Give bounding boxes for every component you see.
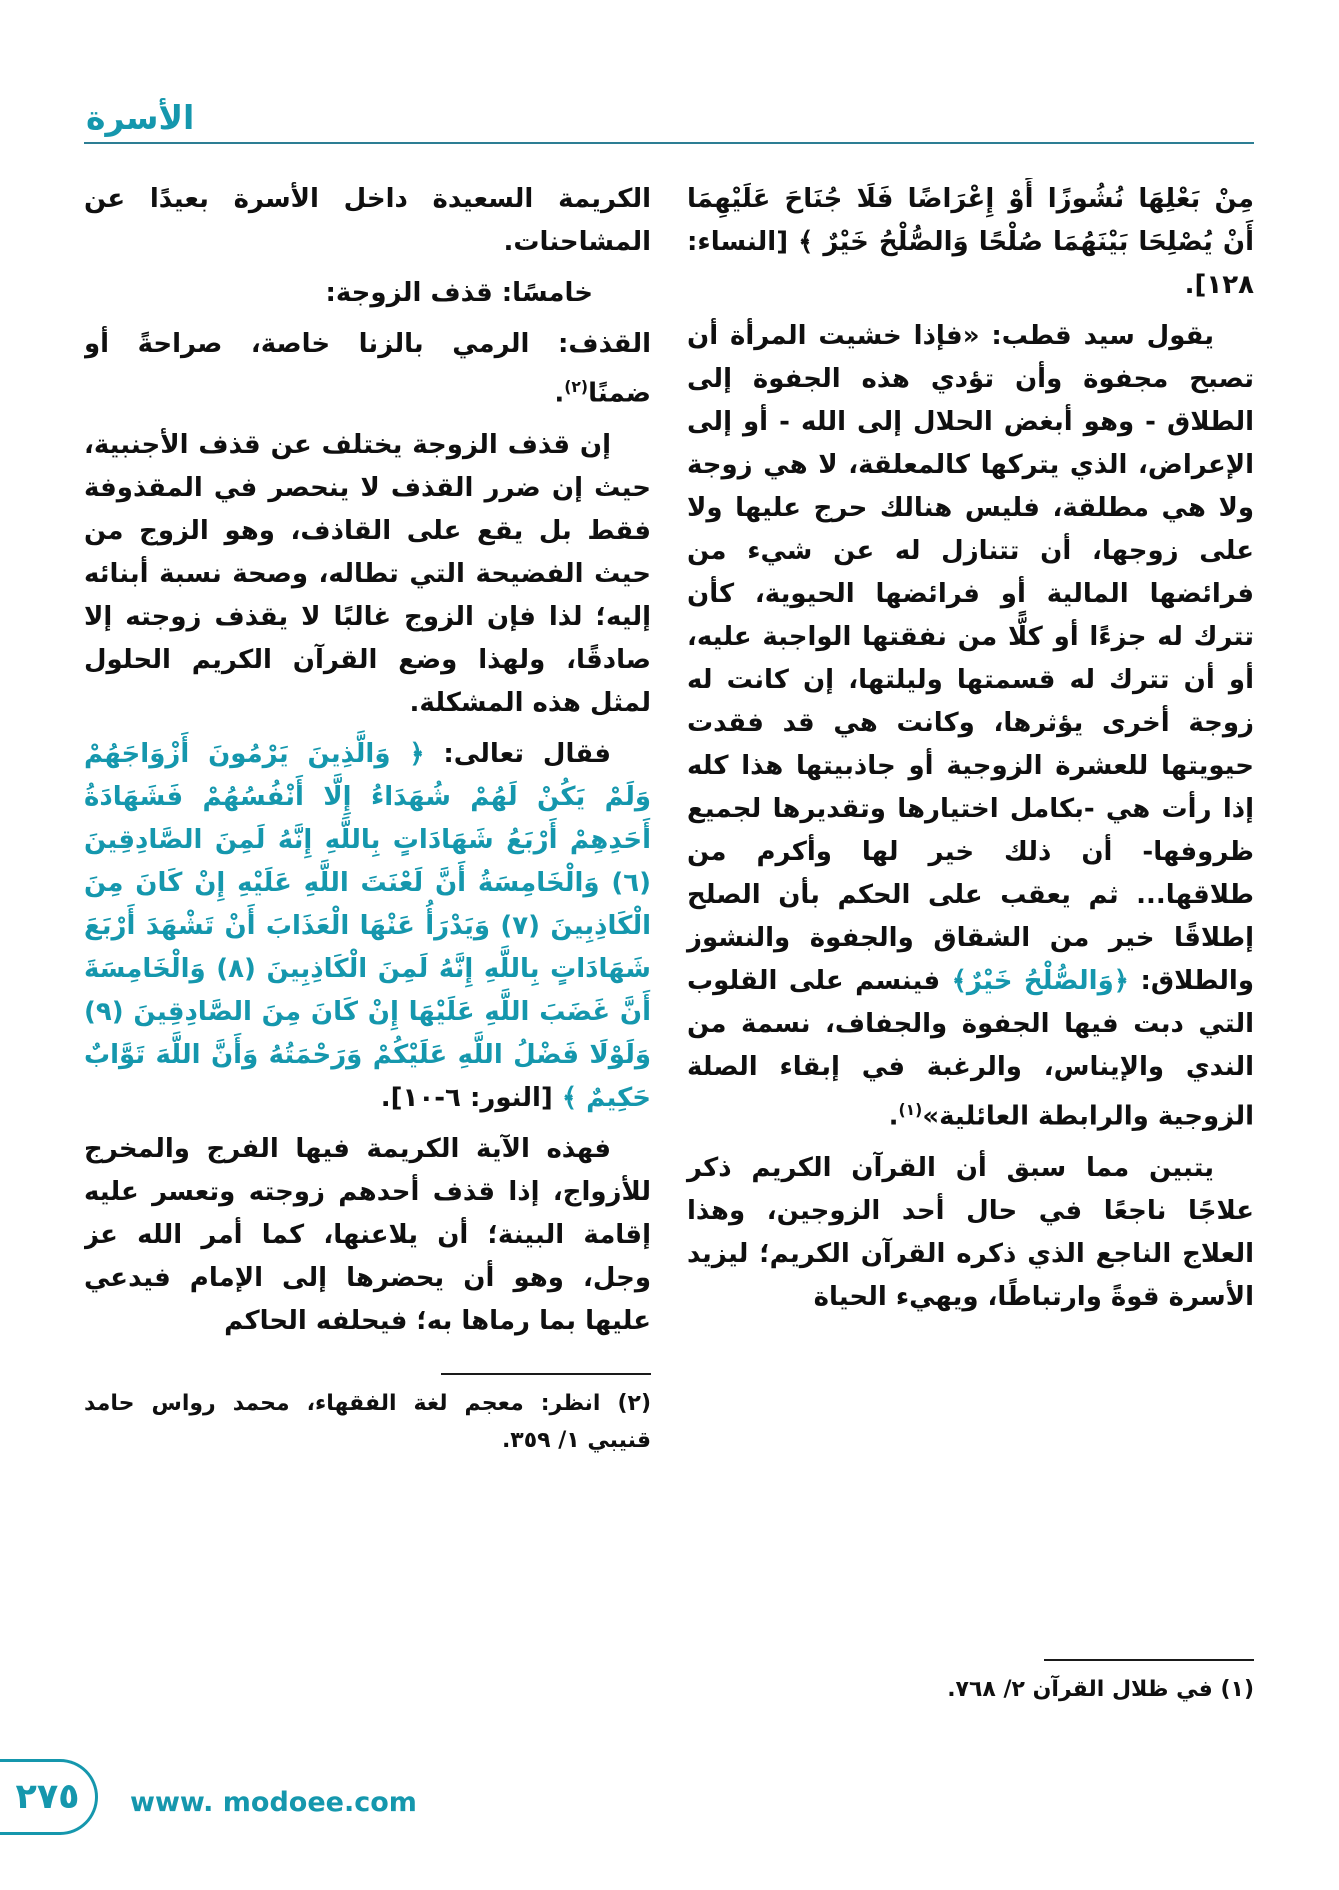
quran-verse-nisa — [687, 178, 1254, 307]
verse-reference-nur: [النور: ٦-١٠]. — [380, 1082, 553, 1113]
paragraph-qutb-quote — [687, 315, 1254, 1139]
footnote-1-text: (١) في ظلال القرآن ٢/ ٧٦٨. — [947, 1677, 1254, 1702]
header-divider — [84, 142, 1254, 144]
quote-period: . — [888, 1101, 899, 1132]
chapter-title: الأسرة — [86, 98, 195, 137]
footnote-marker-2: (٢) — [564, 378, 589, 396]
page-number-tab — [0, 1759, 98, 1835]
inline-quran-text: ﴿وَالصُّلْحُ خَيْرٌ﴾ — [951, 966, 1129, 996]
quote-text-before: يقول سيد قطب: «فإذا خشيت المرأة أن تصبح مجفوة وأن تؤدي هذه الجفوة إلى الطلاق - وهو أبغض الحلال إلى الله - أو إلى الإعراض، الذي يتركها كالمعلقة، لا هي زوجة ولا هي مطلقة، فليس هنالك حرج عليها ولا على زوجها، أن تتنازل له عن شيء من فرائضها المالية أو فرائضها الحيوية، كأن تترك له جزءًا أو كلًّا من نفقتها الواجبة عليه، أو أن تترك له قسمتها وليلتها، إن كانت له زوجة أخرى يؤثرها، وكانت هي قد فقدت حيويتها للعشرة الزوجية أو جاذبيتها هذا كله إذا رأت هي -بكامل اختيارها وتقديرها لجميع ظروفها- أن ذلك خير لها وأكرم من طلاقها... ثم يعقب على الحكم بأن الصلح إطلاقًا خير من الشقاق والجفوة والنشوز والطلاق: — [687, 321, 1254, 996]
right-column — [687, 178, 1254, 1708]
footnote-2-text: (٢) انظر: معجم لغة الفقهاء، محمد رواس حامد قنيبي ١/ ٣٥٩. — [84, 1390, 651, 1453]
quote-text-after: فينسم على القلوب التي دبت فيها الجفوة والجفاف، نسمة من الندي والإيناس، والرغبة في إبقاء الصلة الزوجية والرابطة العائلية» — [687, 966, 1254, 1132]
page-number: ٢٧٥ — [15, 1777, 80, 1817]
paragraph-continuation: الكريمة السعيدة داخل الأسرة بعيدًا عن المشاحنات. — [84, 184, 651, 257]
verse-intro: فقال تعالى: — [424, 738, 611, 769]
paragraph-definition — [84, 323, 651, 416]
definition-period: . — [554, 378, 565, 409]
left-column — [84, 178, 651, 1708]
definition-term: القذف: — [557, 329, 651, 359]
footnote-block-2 — [84, 1373, 651, 1459]
paragraph-qadhf-difference: إن قذف الزوجة يختلف عن قذف الأجنبية، حيث إن ضرر القذف لا ينحصر في المقذوفة فقط بل يقع على القاذف، وهو الزوج من حيث الفضيحة التي تطاله، وصحة نسبة أبنائه إليه؛ لذا فإن الزوج غالبًا لا يقذف زوجته إلا صادقًا، ولهذا وضع القرآن الكريم الحلول لمثل هذه المشكلة. — [84, 429, 651, 718]
quran-verse-nur-text: ﴿ وَالَّذِينَ يَرْمُونَ أَزْوَاجَهُمْ وَلَمْ يَكُنْ لَهُمْ شُهَدَاءُ إِلَّا أَنْفُسُهُمْ فَشَهَادَةُ أَحَدِهِمْ أَرْبَعُ شَهَادَاتٍ بِاللَّهِ إِنَّهُ لَمِنَ الصَّادِقِينَ (٦) وَالْخَامِسَةُ أَنَّ لَعْنَتَ اللَّهِ عَلَيْهِ إِنْ كَانَ مِنَ الْكَاذِبِينَ (٧) وَيَدْرَأُ عَنْهَا الْعَذَابَ أَنْ تَشْهَدَ أَرْبَعَ شَهَادَاتٍ بِاللَّهِ إِنَّهُ لَمِنَ الْكَاذِبِينَ (٨) وَالْخَامِسَةَ أَنَّ غَضَبَ اللَّهِ عَلَيْهَا إِنْ كَانَ مِنَ الصَّادِقِينَ (٩) وَلَوْلَا فَضْلُ اللَّهِ عَلَيْكُمْ وَرَحْمَتُهُ وَأَنَّ اللَّهَ تَوَّابٌ حَكِيمٌ ﴾ — [84, 738, 652, 1113]
footnote-divider-2 — [441, 1373, 651, 1375]
quran-verse-text: مِنْ بَعْلِهَا نُشُوزًا أَوْ إِعْرَاضًا فَلَا جُنَاحَ عَلَيْهِمَا أَنْ يُصْلِحَا بَيْنَهُمَا صُلْحًا وَالصُّلْحُ خَيْرٌ ﴾ — [687, 184, 1254, 257]
footnote-marker-1: (١) — [898, 1101, 923, 1119]
paragraph-explanation: فهذه الآية الكريمة فيها الفرج والمخرج للأزواج، إذا قذف أحدهم زوجته وتعسر عليه إقامة البينة؛ أن يلاعنها، كما أمر الله عز وجل، وهو أن يحضرها إلى الإمام فيدعي عليها بما رماها به؛ فيحلفه الحاكم — [84, 1133, 651, 1336]
page-header — [84, 88, 1254, 144]
footnote-divider-1 — [1044, 1659, 1254, 1661]
verse-reference-nisa: [النساء: ١٢٨]. — [687, 227, 1254, 300]
footnote-block-1 — [687, 1659, 1254, 1708]
paragraph-conclusion: يتبين مما سبق أن القرآن الكريم ذكر علاجًا ناجعًا في حال أحد الزوجين، وهذا العلاج الناجع الذي ذكره القرآن الكريم؛ ليزيد الأسرة قوةً وارتباطًا، ويهيء الحياة — [687, 1152, 1254, 1312]
definition-text: الرمي بالزنا خاصة، صراحةً أو ضمنًا — [84, 329, 651, 409]
text-columns — [84, 178, 1254, 1708]
section-heading: خامسًا: قذف الزوجة: — [325, 278, 593, 308]
website-url: www. modoee.com — [130, 1787, 417, 1818]
paragraph-verse-nur — [84, 733, 651, 1120]
